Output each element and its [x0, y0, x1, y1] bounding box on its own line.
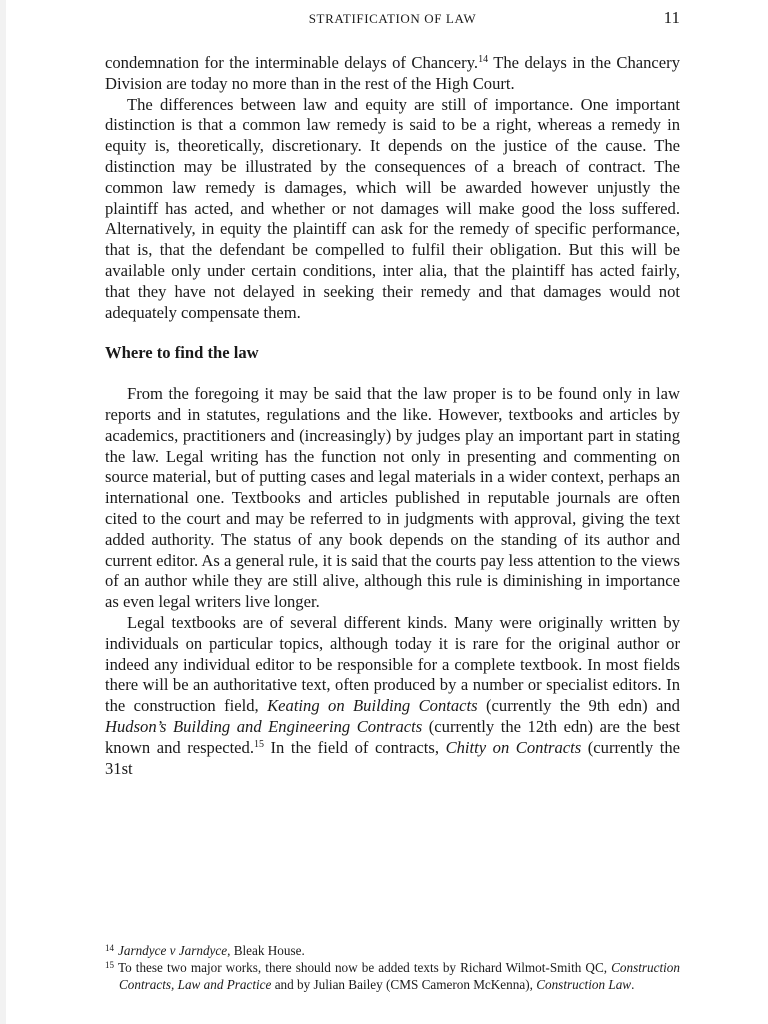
paragraph: condemnation for the interminable delays of Chancery.$^{14}$ The delays in the Chancery Division are today no more than in the rest of the High Court.	[105, 53, 680, 93]
paragraph: The differences between law and equity are still of importance. One important distinction is that a common law remedy is said to be a right, whereas a remedy in equity is, theoretically, discretionary. It depends on the justice of the cause. The distinction may be illustrated by the consequences of a breach of contract. The common law remedy is damages, which will be awarded however unjustly the plaintiff has acted, and whether or not damages will make good the loss suffered. Alternatively, in equity the plaintiff can ask for the remedy of specific performance, that is, that the defendant be compelled to fulfil their obligation. But this will be available only under certain conditions, inter alia, that the plaintiff has acted fairly, that they have not delayed in seeking their remedy and that damages would not adequately compensate them.	[105, 94, 680, 322]
footnote-15: $^{15}$ To these two major works, there should now be added texts by Richard Wilmot-Smith QC, Construction Contracts, Law and Practice and by Julian Bailey (CMS Cameron McKenna), Construction Law.	[105, 959, 680, 992]
footnote-ref-15[interactable]: 15	[254, 738, 264, 750]
book-title-keating: Keating on Building Contacts	[267, 696, 478, 716]
page-number: 11	[663, 8, 680, 27]
book-title-hudson: Hudson’s Building and Engineering Contracts	[105, 716, 423, 736]
running-head: STRATIFICATION OF LAW	[308, 11, 477, 26]
footnotes	[105, 943, 680, 993]
footnote-ref-14[interactable]: 14	[478, 54, 489, 65]
footnote-14: $^{14}$ Jarndyce v Jarndyce, Bleak House.	[105, 943, 305, 958]
paragraph: From the foregoing it may be said that the law proper is to be found only in law reports and in statutes, regulations and the like. However, textbooks and articles by academics, practitioners and (increasingly) by judges play an important part in stating the law. Legal writing has the function not only in presenting and commenting on source material, but of putting cases and legal materials in a wider context, perhaps an international one. Textbooks and articles published in reputable journals are often cited to the court and may be referred to in judgments with approval, giving the text added authority. The status of any book depends on the standing of its author and current editor. As a general rule, it is said that the courts pay less attention to the views of an author while they are still alive, although this rule is diminishing in importance as even legal writers live longer.	[105, 384, 680, 612]
book-title-chitty: Chitty on Contracts	[445, 737, 582, 757]
body-text	[105, 53, 680, 779]
paragraph: Legal textbooks are of several different kinds. Many were originally written by individuals on particular topics, although today it is rare for the original author or indeed any individual editor to be responsible for a complete textbook. In most fields there will be an authoritative text, often produced by a number or specialist editors. In the construction field, Keating on Building Contacts (currently the 9th edn) and Hudson’s Building and Engineering Contracts (currently the 12th edn) are the best known and respected.$^{15}$ In the field of contracts, Chitty on Contracts (currently the 31st	[105, 612, 681, 778]
page-edge-shadow	[0, 0, 6, 1024]
page-header	[105, 8, 680, 30]
section-heading: Where to find the law	[105, 343, 259, 363]
